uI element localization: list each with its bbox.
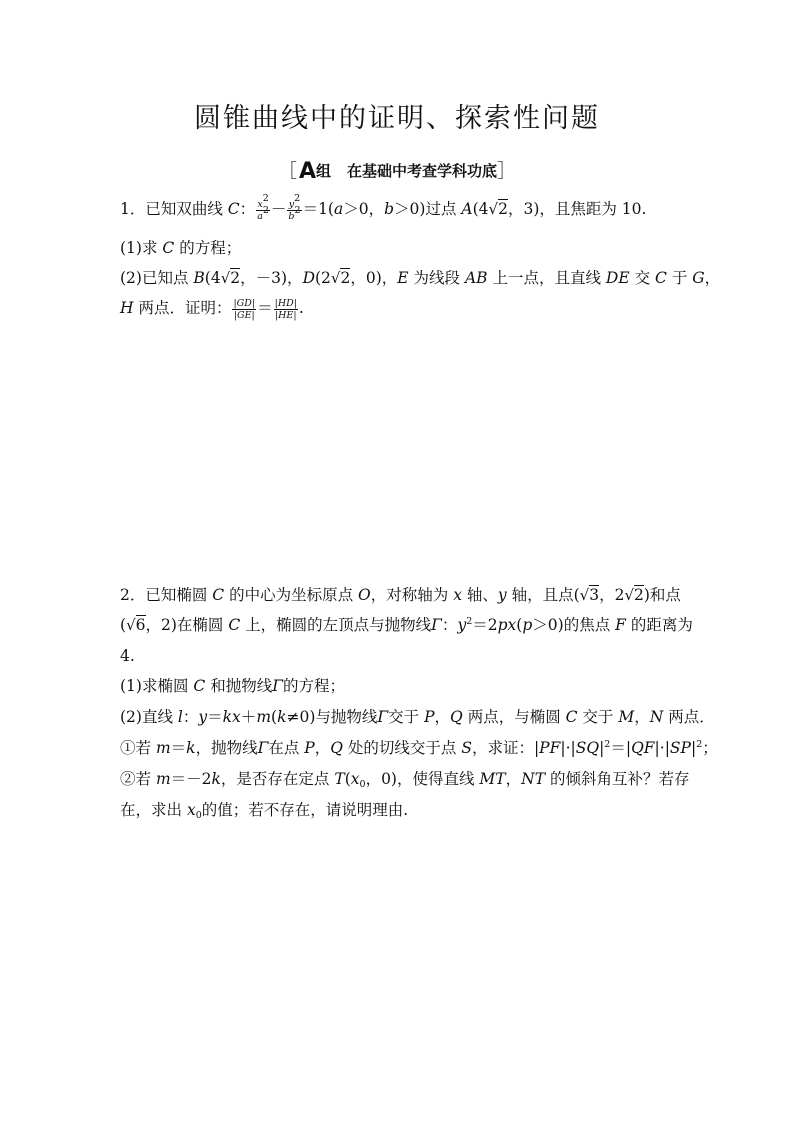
group-label: 组 — [316, 162, 332, 180]
problem-2-line-7: ②若 m＝－2k，是否存在定点 $T(x_0$，0)，使得直线 MT，NT 的倾斜角互补？若存 — [120, 770, 690, 790]
group-description: 在基础中考查学科功底 — [347, 162, 498, 180]
problem-2-line-4: (1)求椭圆 C 和抛物线Γ的方程； — [120, 677, 345, 695]
problem-2-line-3: 4. — [120, 647, 135, 665]
group-bracket-open: ［ — [277, 160, 297, 182]
problem-2-line-1: 2．已知椭圆 C 的中心为坐标原点 O，对称轴为 x 轴、y 轴，且点(√3，2√2)和点 — [120, 586, 681, 604]
group-bracket-close: ］ — [497, 160, 517, 182]
group-header — [0, 156, 794, 184]
page-title: 圆锥曲线中的证明、探索性问题 — [194, 103, 600, 134]
problem-1-line-1: 1．已知双曲线 C： $\frac{x^2}{a^2}$ － $\frac{y^2}{b^2}$ ＝1(a＞0，b＞0)过点 A(4√2，3)，且焦距为 10. — [120, 192, 647, 222]
problem-1-line-4: H 两点．证明： $\frac{|GD|}{|GE|}$ ＝ $\frac{|HD|}{|HE|}$ . — [120, 297, 304, 321]
problem-2-line-5: (2)直线 l：y＝kx＋m(k≠0)与抛物线Γ交于 P，Q 两点，与椭圆 C 交于 M，N 两点． — [120, 708, 715, 726]
group-letter: A — [298, 159, 316, 184]
problem-2-line-8: 在，求出 $x_0$的值；若不存在，请说明理由. — [120, 801, 409, 821]
problem-1-line-3: (2)已知点 B(4√2，－3)，D(2√2，0)，E 为线段 AB 上一点，且直线 DE 交 C 于 G， — [120, 269, 721, 287]
problem-2-line-2: (√6，2)在椭圆 C 上，椭圆的左顶点与抛物线Γ：$y^2=2px(p>0)$的焦点 F 的距离为 — [120, 616, 693, 634]
problem-2-line-6: ①若 m＝k，抛物线Γ在点 P，Q 处的切线交于点 S，求证：$|PF|\cdot|SQ|^2=|QF|\cdot|SP|^2$； — [120, 739, 718, 757]
problem-1-line-2: (1)求 C 的方程； — [120, 239, 242, 257]
